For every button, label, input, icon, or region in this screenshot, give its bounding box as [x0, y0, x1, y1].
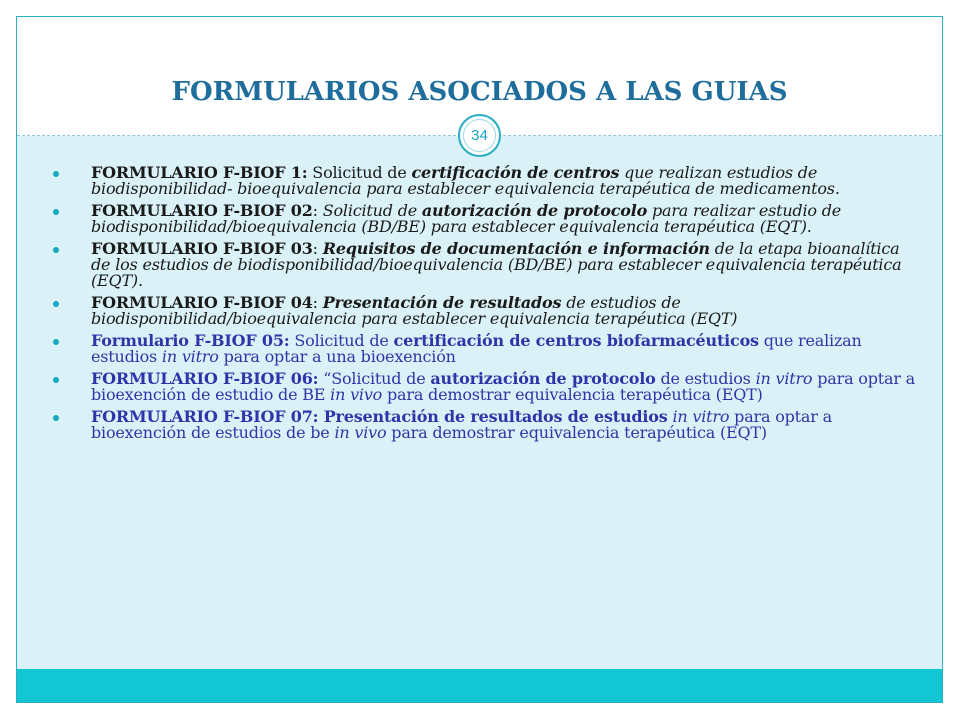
item-text: :: [312, 239, 323, 258]
item-emphasis: Requisitos de documentación e información: [322, 239, 710, 258]
item-emphasis: autorización de protocolo: [421, 201, 648, 220]
bullet-icon: [53, 171, 59, 177]
item-text: para optar a una bioexención: [218, 347, 456, 366]
bullet-icon: [53, 247, 59, 253]
item-text: que realizan estudios: [91, 331, 862, 366]
form-code: FORMULARIO F-BIOF 02: [91, 201, 313, 220]
bottom-bar: [17, 669, 942, 702]
item-text: Solicitud de: [289, 331, 394, 350]
form-code: FORMULARIO F-BIOF 06:: [91, 369, 319, 388]
item-text: que realizan estudios de biodisponibilidad- bioequivalencia para establecer equivalencia terapéutica de medicamentos.: [91, 163, 840, 198]
item-text: de estudios: [655, 369, 756, 388]
item-text: Solicitud de: [322, 201, 422, 220]
form-code: FORMULARIO F-BIOF 03: [91, 239, 313, 258]
item-italic: in vitro: [161, 347, 219, 366]
item-text: “Solicitud de: [318, 369, 431, 388]
form-code: FORMULARIO F-BIOF 07: Presentación de resultados de estudios: [91, 407, 668, 426]
item-italic: in vitro: [672, 407, 730, 426]
item-text: para optar a bioexención de estudios de be: [91, 407, 832, 442]
item-text: :: [312, 201, 323, 220]
form-code: Formulario F-BIOF 05:: [91, 331, 290, 350]
item-emphasis: Presentación de resultados: [322, 293, 562, 312]
item-text: para optar a bioexención de estudio de BE: [91, 369, 916, 404]
bullet-icon: [53, 209, 59, 215]
item-text: para demostrar equivalencia terapéutica (EQT): [386, 423, 767, 442]
list-item: [17, 371, 917, 403]
item-emphasis: autorización de protocolo: [430, 369, 656, 388]
list-item: [17, 165, 917, 197]
page-number-badge: 34: [458, 114, 501, 157]
item-italic: in vivo: [330, 385, 383, 404]
list-item: [17, 203, 917, 235]
list-item: [17, 409, 917, 441]
item-text: de la etapa bioanalítica de los estudios de biodisponibilidad/bioequivalencia (BD/BE) para establecer equivalencia terapéutica (EQT).: [91, 239, 902, 290]
bullet-icon: [53, 415, 59, 421]
item-emphasis: certificación de centros biofarmacéuticos: [393, 331, 759, 350]
slide-title: FORMULARIOS ASOCIADOS A LAS GUIAS: [171, 77, 788, 107]
form-code: FORMULARIO F-BIOF 04: [91, 293, 313, 312]
item-italic: in vivo: [334, 423, 387, 442]
item-text: para realizar estudio de biodisponibilidad/bioequivalencia (BD/BE) para establecer equivalencia terapéutica (EQT).: [91, 201, 842, 236]
bullet-icon: [53, 377, 59, 383]
item-text: para demostrar equivalencia terapéutica (EQT): [382, 385, 763, 404]
bullet-icon: [53, 339, 59, 345]
item-emphasis: certificación de centros: [411, 163, 620, 182]
item-text: de estudios de biodisponibilidad/bioequivalencia para establecer equivalencia terapéutica (EQT): [91, 293, 738, 328]
list-item: [17, 241, 917, 289]
form-code: FORMULARIO F-BIOF 1:: [91, 163, 308, 182]
bullet-icon: [53, 301, 59, 307]
item-italic: in vitro: [755, 369, 813, 388]
item-text: :: [312, 293, 323, 312]
list-item: [17, 295, 917, 327]
slide: [16, 16, 943, 703]
item-text: Solicitud de: [307, 163, 412, 182]
form-list: [17, 165, 917, 447]
list-item: [17, 333, 917, 365]
